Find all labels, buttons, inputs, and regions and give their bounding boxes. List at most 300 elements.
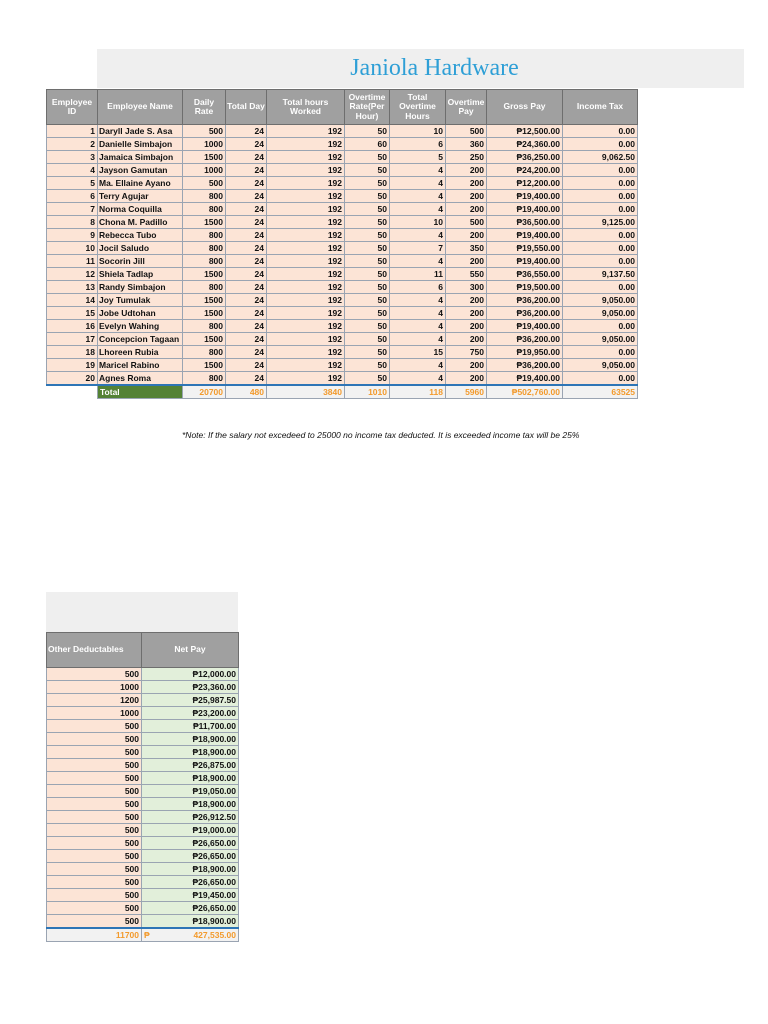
table-cell: 192 [267, 203, 345, 216]
employee-name-cell: Socorin Jill [98, 255, 183, 268]
table-cell: 800 [183, 281, 226, 294]
table-cell: 800 [183, 346, 226, 359]
table-cell: 50 [345, 177, 390, 190]
net-pay-cell: ₱18,900.00 [142, 772, 239, 785]
other-deductables-cell: 500 [47, 837, 142, 850]
table-cell: 1500 [183, 268, 226, 281]
table-cell: 9,050.00 [563, 359, 638, 372]
column-header: Employee ID [47, 90, 98, 125]
table-cell: 6 [390, 281, 446, 294]
table-cell: 10 [390, 125, 446, 138]
table-cell: 50 [345, 203, 390, 216]
table-cell: 4 [390, 255, 446, 268]
table-cell: 50 [345, 281, 390, 294]
table-row [47, 798, 239, 811]
table-cell: 11 [390, 268, 446, 281]
table-cell: 18 [47, 346, 98, 359]
table-cell: 50 [345, 125, 390, 138]
table-row [47, 229, 638, 242]
table-row [47, 333, 638, 346]
table-cell: 9,050.00 [563, 307, 638, 320]
table-cell: 1500 [183, 216, 226, 229]
table-cell: 1000 [183, 164, 226, 177]
table-cell: ₱12,500.00 [487, 125, 563, 138]
net-pay-cell: ₱18,900.00 [142, 746, 239, 759]
table-cell: 192 [267, 229, 345, 242]
table-cell: ₱36,200.00 [487, 333, 563, 346]
table-cell: 192 [267, 333, 345, 346]
column-header: Overtime Rate(Per Hour) [345, 90, 390, 125]
other-deductables-cell: 500 [47, 902, 142, 915]
net-pay-cell: ₱19,000.00 [142, 824, 239, 837]
other-deductables-cell: 500 [47, 876, 142, 889]
table-cell: ₱36,550.00 [487, 268, 563, 281]
net-pay-cell: ₱26,650.00 [142, 850, 239, 863]
table-row [47, 307, 638, 320]
table-cell: 1 [47, 125, 98, 138]
table-row [47, 203, 638, 216]
table-cell: 192 [267, 138, 345, 151]
table-row [47, 863, 239, 876]
table-cell: 7 [47, 203, 98, 216]
table-cell: 0.00 [563, 203, 638, 216]
totals-cell: 480 [226, 385, 267, 399]
table-cell: 500 [446, 216, 487, 229]
table-cell: 9,137.50 [563, 268, 638, 281]
table-cell: 0.00 [563, 281, 638, 294]
table-row [47, 837, 239, 850]
table-row [47, 811, 239, 824]
column-header: Total hours Worked [267, 90, 345, 125]
table-cell: 50 [345, 229, 390, 242]
table-cell: 12 [47, 268, 98, 281]
total-net-amount: 427,535.00 [193, 930, 236, 940]
table-row [47, 876, 239, 889]
table-cell: 9,050.00 [563, 294, 638, 307]
employee-name-cell: Chona M. Padillo [98, 216, 183, 229]
table-row [47, 850, 239, 863]
table-cell: 192 [267, 177, 345, 190]
net-pay-cell: ₱25,987.50 [142, 694, 239, 707]
employee-name-cell: Concepcion Tagaan [98, 333, 183, 346]
payroll-header-row [47, 90, 638, 125]
deductions-header-row [47, 633, 239, 668]
totals-cell: 63525 [563, 385, 638, 399]
other-deductables-cell: 500 [47, 798, 142, 811]
table-cell: ₱36,250.00 [487, 151, 563, 164]
table-row [47, 889, 239, 902]
table-cell: ₱19,500.00 [487, 281, 563, 294]
table-row [47, 190, 638, 203]
table-cell: 24 [226, 359, 267, 372]
table-cell: 1500 [183, 294, 226, 307]
column-header: Daily Rate [183, 90, 226, 125]
employee-name-cell: Randy Simbajon [98, 281, 183, 294]
table-cell: 50 [345, 255, 390, 268]
deductions-totals-row [47, 928, 239, 942]
table-cell: 3 [47, 151, 98, 164]
table-cell: 50 [345, 190, 390, 203]
table-cell: 192 [267, 307, 345, 320]
table-cell: 9,125.00 [563, 216, 638, 229]
table-cell: 200 [446, 372, 487, 386]
totals-label: Total [98, 385, 183, 399]
table-cell: ₱19,400.00 [487, 229, 563, 242]
table-cell: 192 [267, 294, 345, 307]
table-cell: 200 [446, 255, 487, 268]
table-cell: 10 [47, 242, 98, 255]
table-cell: 24 [226, 294, 267, 307]
other-deductables-cell: 500 [47, 785, 142, 798]
totals-cell: 5960 [446, 385, 487, 399]
table-cell: 4 [390, 372, 446, 386]
table-cell: 24 [226, 177, 267, 190]
other-deductables-cell: 1200 [47, 694, 142, 707]
table-cell: 350 [446, 242, 487, 255]
table-cell: ₱19,550.00 [487, 242, 563, 255]
table-cell: 1500 [183, 151, 226, 164]
table-row [47, 668, 239, 681]
table-cell: 24 [226, 268, 267, 281]
table-cell: 50 [345, 372, 390, 386]
column-header: Other Deductables [47, 633, 142, 668]
table-row [47, 694, 239, 707]
table-cell: 550 [446, 268, 487, 281]
table-cell: 24 [226, 255, 267, 268]
table-row [47, 372, 638, 386]
table-row [47, 359, 638, 372]
table-row [47, 138, 638, 151]
table-cell: ₱36,200.00 [487, 359, 563, 372]
other-deductables-cell: 500 [47, 915, 142, 929]
table-cell: 19 [47, 359, 98, 372]
table-cell: 17 [47, 333, 98, 346]
table-cell: 200 [446, 359, 487, 372]
table-cell: 200 [446, 190, 487, 203]
table-cell: 4 [390, 177, 446, 190]
table-cell: 0.00 [563, 190, 638, 203]
table-cell: 192 [267, 372, 345, 386]
table-row [47, 759, 239, 772]
table-cell: 200 [446, 229, 487, 242]
table-row [47, 216, 638, 229]
table-cell: 9,062.50 [563, 151, 638, 164]
employee-name-cell: Jobe Udtohan [98, 307, 183, 320]
table-cell: 0.00 [563, 177, 638, 190]
employee-name-cell: Jamaica Simbajon [98, 151, 183, 164]
table-cell: 6 [390, 138, 446, 151]
other-deductables-cell: 500 [47, 811, 142, 824]
table-cell: 50 [345, 164, 390, 177]
employee-name-cell: Daryll Jade S. Asa [98, 125, 183, 138]
table-cell: 50 [345, 359, 390, 372]
table-row [47, 125, 638, 138]
totals-row [47, 385, 638, 399]
table-cell: 14 [47, 294, 98, 307]
table-cell: 4 [390, 229, 446, 242]
table-cell: 24 [226, 190, 267, 203]
net-pay-cell: ₱18,900.00 [142, 798, 239, 811]
table-cell: 192 [267, 268, 345, 281]
other-deductables-cell: 1000 [47, 681, 142, 694]
table-cell: 24 [226, 320, 267, 333]
other-deductables-cell: 1000 [47, 707, 142, 720]
totals-spacer [47, 385, 98, 399]
table-cell: 24 [226, 346, 267, 359]
table-row [47, 294, 638, 307]
column-header: Total Day [226, 90, 267, 125]
table-cell: 800 [183, 203, 226, 216]
table-cell: 250 [446, 151, 487, 164]
table-cell: 192 [267, 281, 345, 294]
table-cell: 15 [390, 346, 446, 359]
table-cell: 0.00 [563, 138, 638, 151]
table-cell: 60 [345, 138, 390, 151]
table-cell: 4 [390, 320, 446, 333]
table-cell: ₱24,360.00 [487, 138, 563, 151]
table-cell: 50 [345, 320, 390, 333]
employee-name-cell: Ma. Ellaine Ayano [98, 177, 183, 190]
table-cell: 24 [226, 216, 267, 229]
table-cell: 192 [267, 359, 345, 372]
table-cell: 24 [226, 125, 267, 138]
table-cell: 192 [267, 216, 345, 229]
table-cell: 200 [446, 164, 487, 177]
table-cell: 200 [446, 320, 487, 333]
table-cell: 50 [345, 216, 390, 229]
net-pay-cell: ₱12,000.00 [142, 668, 239, 681]
page-title: Janiola Hardware [350, 55, 519, 81]
table-cell: 24 [226, 372, 267, 386]
table-row [47, 824, 239, 837]
net-pay-cell: ₱19,450.00 [142, 889, 239, 902]
table-cell: ₱36,500.00 [487, 216, 563, 229]
table-cell: 1500 [183, 333, 226, 346]
table-cell: 300 [446, 281, 487, 294]
table-cell: 750 [446, 346, 487, 359]
table-cell: 50 [345, 151, 390, 164]
employee-name-cell: Lhoreen Rubia [98, 346, 183, 359]
table-cell: 5 [390, 151, 446, 164]
table-cell: 10 [390, 216, 446, 229]
table-cell: ₱19,400.00 [487, 320, 563, 333]
table-row [47, 320, 638, 333]
total-net-pay [142, 928, 239, 942]
table-row [47, 746, 239, 759]
column-header: Income Tax [563, 90, 638, 125]
net-pay-cell: ₱23,360.00 [142, 681, 239, 694]
net-pay-cell: ₱18,900.00 [142, 733, 239, 746]
table-cell: 0.00 [563, 164, 638, 177]
totals-cell: 1010 [345, 385, 390, 399]
table-cell: 11 [47, 255, 98, 268]
table-row [47, 255, 638, 268]
other-deductables-cell: 500 [47, 824, 142, 837]
table-cell: 9 [47, 229, 98, 242]
column-header: Overtime Pay [446, 90, 487, 125]
table-cell: 4 [390, 164, 446, 177]
table-row [47, 681, 239, 694]
table-cell: 50 [345, 268, 390, 281]
table-cell: 4 [390, 294, 446, 307]
table-cell: 800 [183, 320, 226, 333]
employee-name-cell: Joy Tumulak [98, 294, 183, 307]
table-cell: 500 [183, 177, 226, 190]
table-cell: 800 [183, 190, 226, 203]
table-cell: 1000 [183, 138, 226, 151]
table-row [47, 707, 239, 720]
table-cell: 192 [267, 164, 345, 177]
table-cell: ₱19,400.00 [487, 255, 563, 268]
table-cell: 24 [226, 164, 267, 177]
total-other-deductables: 11700 [47, 928, 142, 942]
column-header: Net Pay [142, 633, 239, 668]
table-cell: 24 [226, 203, 267, 216]
table-row [47, 268, 638, 281]
table-row [47, 281, 638, 294]
table-cell: 360 [446, 138, 487, 151]
table-cell: 5 [47, 177, 98, 190]
table-cell: 800 [183, 372, 226, 386]
table-cell: 4 [47, 164, 98, 177]
table-cell: 200 [446, 203, 487, 216]
table-cell: ₱19,400.00 [487, 203, 563, 216]
table-cell: ₱36,200.00 [487, 294, 563, 307]
table-row [47, 151, 638, 164]
table-cell: 200 [446, 294, 487, 307]
table-cell: 50 [345, 307, 390, 320]
table-row [47, 785, 239, 798]
table-cell: 192 [267, 190, 345, 203]
currency-symbol: ₱ [144, 930, 150, 940]
employee-name-cell: Shiela Tadlap [98, 268, 183, 281]
net-pay-cell: ₱19,050.00 [142, 785, 239, 798]
table-cell: 50 [345, 346, 390, 359]
employee-name-cell: Maricel Rabino [98, 359, 183, 372]
table-cell: 0.00 [563, 229, 638, 242]
table-cell: 24 [226, 242, 267, 255]
other-deductables-cell: 500 [47, 746, 142, 759]
table-cell: ₱24,200.00 [487, 164, 563, 177]
table-cell: ₱19,950.00 [487, 346, 563, 359]
table-cell: 24 [226, 281, 267, 294]
table-cell: 800 [183, 229, 226, 242]
table-cell: 50 [345, 333, 390, 346]
table-cell: 20 [47, 372, 98, 386]
totals-cell: 3840 [267, 385, 345, 399]
table-cell: 24 [226, 333, 267, 346]
table-cell: 0.00 [563, 346, 638, 359]
table-cell: 4 [390, 190, 446, 203]
table-cell: ₱12,200.00 [487, 177, 563, 190]
table-cell: 4 [390, 307, 446, 320]
table-cell: 0.00 [563, 242, 638, 255]
table-cell: ₱36,200.00 [487, 307, 563, 320]
table-cell: 2 [47, 138, 98, 151]
table-cell: 50 [345, 294, 390, 307]
table-cell: 200 [446, 307, 487, 320]
table-cell: 8 [47, 216, 98, 229]
table-cell: 9,050.00 [563, 333, 638, 346]
net-pay-cell: ₱23,200.00 [142, 707, 239, 720]
totals-cell: 20700 [183, 385, 226, 399]
deductions-table [46, 632, 239, 942]
table-cell: 0.00 [563, 255, 638, 268]
employee-name-cell: Agnes Roma [98, 372, 183, 386]
deductions-title-band [46, 592, 238, 632]
other-deductables-cell: 500 [47, 733, 142, 746]
column-header: Gross Pay [487, 90, 563, 125]
table-cell: 200 [446, 177, 487, 190]
other-deductables-cell: 500 [47, 759, 142, 772]
totals-cell: 118 [390, 385, 446, 399]
table-cell: 4 [390, 203, 446, 216]
table-cell: 24 [226, 151, 267, 164]
table-cell: 4 [390, 359, 446, 372]
other-deductables-cell: 500 [47, 889, 142, 902]
table-cell: 1500 [183, 307, 226, 320]
table-cell: 6 [47, 190, 98, 203]
table-cell: 800 [183, 242, 226, 255]
table-row [47, 346, 638, 359]
table-cell: 192 [267, 346, 345, 359]
table-row [47, 733, 239, 746]
tax-note: *Note: If the salary not excedeed to 25000 no income tax deducted. It is exceeded income tax will be 25% [182, 430, 580, 440]
table-cell: 800 [183, 255, 226, 268]
employee-name-cell: Evelyn Wahing [98, 320, 183, 333]
other-deductables-cell: 500 [47, 863, 142, 876]
table-cell: 192 [267, 125, 345, 138]
table-cell: 500 [446, 125, 487, 138]
net-pay-cell: ₱26,650.00 [142, 837, 239, 850]
net-pay-cell: ₱26,875.00 [142, 759, 239, 772]
column-header: Total Overtime Hours [390, 90, 446, 125]
table-row [47, 902, 239, 915]
table-cell: 15 [47, 307, 98, 320]
payroll-table [46, 89, 638, 399]
table-row [47, 772, 239, 785]
table-cell: 192 [267, 242, 345, 255]
other-deductables-cell: 500 [47, 668, 142, 681]
totals-cell: ₱502,760.00 [487, 385, 563, 399]
table-cell: 192 [267, 255, 345, 268]
title-band [97, 49, 744, 88]
net-pay-cell: ₱18,900.00 [142, 863, 239, 876]
employee-name-cell: Norma Coquilla [98, 203, 183, 216]
column-header: Employee Name [98, 90, 183, 125]
other-deductables-cell: 500 [47, 720, 142, 733]
employee-name-cell: Danielle Simbajon [98, 138, 183, 151]
table-cell: 192 [267, 320, 345, 333]
table-row [47, 164, 638, 177]
table-cell: 0.00 [563, 125, 638, 138]
table-cell: 192 [267, 151, 345, 164]
net-pay-cell: ₱18,900.00 [142, 915, 239, 929]
table-cell: 24 [226, 229, 267, 242]
table-row [47, 242, 638, 255]
other-deductables-cell: 500 [47, 772, 142, 785]
table-cell: 13 [47, 281, 98, 294]
table-row [47, 720, 239, 733]
table-cell: 200 [446, 333, 487, 346]
net-pay-cell: ₱11,700.00 [142, 720, 239, 733]
table-cell: 50 [345, 242, 390, 255]
table-cell: 0.00 [563, 372, 638, 386]
table-cell: ₱19,400.00 [487, 190, 563, 203]
other-deductables-cell: 500 [47, 850, 142, 863]
table-cell: 16 [47, 320, 98, 333]
table-cell: 1500 [183, 359, 226, 372]
